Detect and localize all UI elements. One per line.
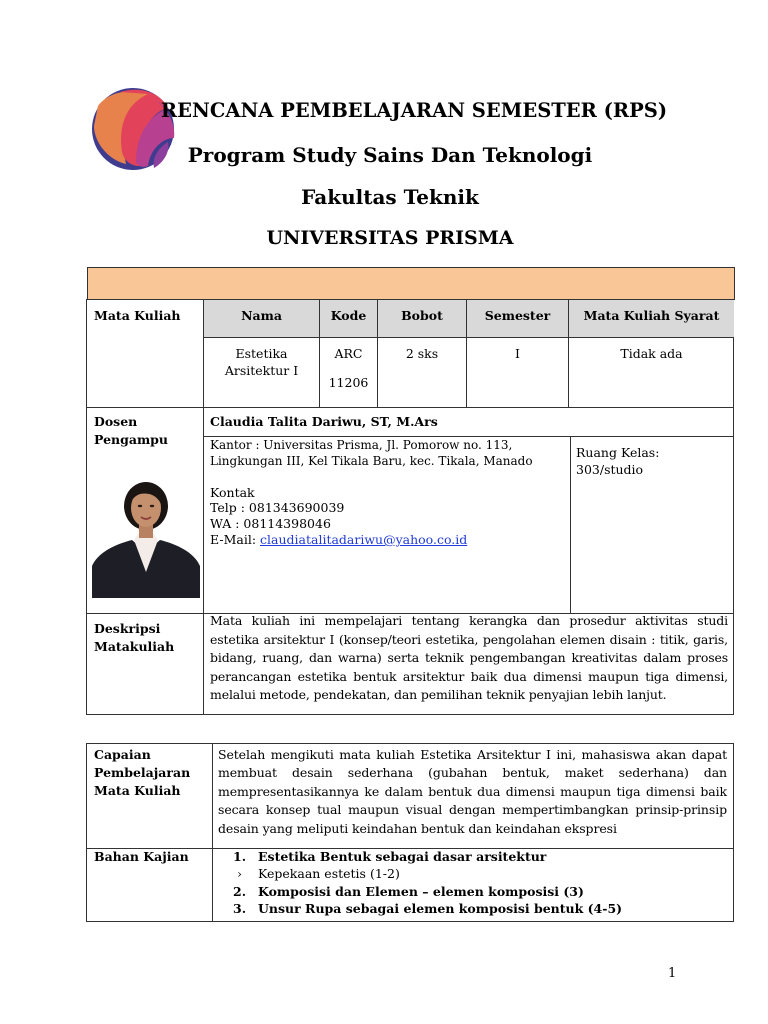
faculty-title: Fakultas Teknik [301, 185, 479, 209]
room-value: 303/studio [576, 462, 644, 477]
header-bobot: Bobot [401, 308, 443, 323]
header-mata-kuliah-syarat: Mata Kuliah Syarat [583, 308, 720, 323]
dosen-label-line2: Pengampu [94, 432, 168, 447]
study-item-1-marker: 1. [233, 849, 247, 864]
header-color-bar [87, 267, 735, 300]
study-item-3-marker: 3. [233, 901, 247, 916]
email-link[interactable]: claudiatalitadariwu@yahoo.co.id [260, 532, 468, 547]
description-text: Mata kuliah ini mempelajari tentang kerangka dan prosedur aktivitas studi estetika arsitektur I (konsep/teori estetika, pengolahan elemen disain : titik, garis, bidang, ruang, dan warna) serta teknik pengembangan kreativitas dalam proses perancangan estetika bentuk arsitektur baik dua dimensi maupun tiga dimensi, melalui metode, pendekatan, dan pemilihan teknik penyajian lebih lanjut. [210, 613, 728, 703]
deskripsi-label-line1: Deskripsi [94, 621, 161, 636]
lecturer-photo [92, 470, 200, 598]
value-bobot: 2 sks [405, 346, 439, 361]
header-nama: Nama [241, 308, 282, 323]
mata-kuliah-label: Mata Kuliah [94, 308, 181, 323]
study-item-1: Estetika Bentuk sebagai dasar arsitektur [258, 849, 547, 864]
university-title: UNIVERSITAS PRISMA [266, 227, 514, 249]
outcomes-text: Setelah mengikuti mata kuliah Estetika Arsitektur I ini, mahasiswa akan dapat membuat desain sederhana (gubahan bentuk, maket sederhana) dan mempresentasikannya ke dalam bentuk dua dimensi maupun tiga dimensi baik secara konsep tual maupun visual dengan mempertimbangkan prinsip-prinsip desain yang meliputi keindahan bentuk dan keindahan ekspresi [218, 747, 727, 836]
header-semester: Semester [484, 308, 551, 323]
page-number: 1 [668, 966, 677, 981]
value-nama-line2: Arsitektur I [224, 363, 299, 378]
room-label: Ruang Kelas: [576, 445, 660, 460]
study-item-2: Komposisi dan Elemen – elemen komposisi (3) [258, 884, 584, 899]
office-address-line2: Lingkungan III, Kel Tikala Baru, kec. Tikala, Manado [210, 454, 533, 468]
study-item-2-marker: 2. [233, 884, 247, 899]
deskripsi-label-line2: Matakuliah [94, 639, 175, 654]
value-semester: I [515, 346, 520, 361]
learning-outcomes-table [86, 743, 734, 922]
study-item-3: Unsur Rupa sebagai elemen komposisi bentuk (4-5) [258, 901, 623, 916]
study-subitem-marker: › [237, 866, 242, 881]
portrait-image [92, 470, 200, 598]
value-kode-line1: ARC [334, 346, 363, 361]
capaian-label-line1: Capaian [94, 747, 151, 762]
value-nama-line1: Estetika [235, 346, 288, 361]
dosen-label-line1: Dosen [94, 414, 138, 429]
header-kode: Kode [330, 308, 367, 323]
page-title: RENCANA PEMBELAJARAN SEMESTER (RPS) [160, 99, 668, 122]
bahan-kajian-label: Bahan Kajian [94, 849, 189, 864]
whatsapp-number: WA : 08114398046 [210, 516, 331, 531]
value-kode-line2: 11206 [328, 375, 369, 390]
value-syarat: Tidak ada [620, 346, 683, 361]
office-address-line1: Kantor : Universitas Prisma, Jl. Pomorow no. 113, [210, 438, 513, 452]
email-row [210, 531, 467, 548]
capaian-label-line3: Mata Kuliah [94, 783, 181, 798]
program-title: Program Study Sains Dan Teknologi [187, 143, 593, 167]
phone-number: Telp : 081343690039 [210, 500, 345, 515]
study-subitem-1: Kepekaan estetis (1-2) [258, 866, 400, 881]
email-label: E-Mail: [210, 532, 261, 547]
lecturer-name: Claudia Talita Dariwu, ST, M.Ars [210, 414, 438, 429]
contact-label: Kontak [210, 485, 255, 500]
capaian-label-line2: Pembelajaran [94, 765, 191, 780]
